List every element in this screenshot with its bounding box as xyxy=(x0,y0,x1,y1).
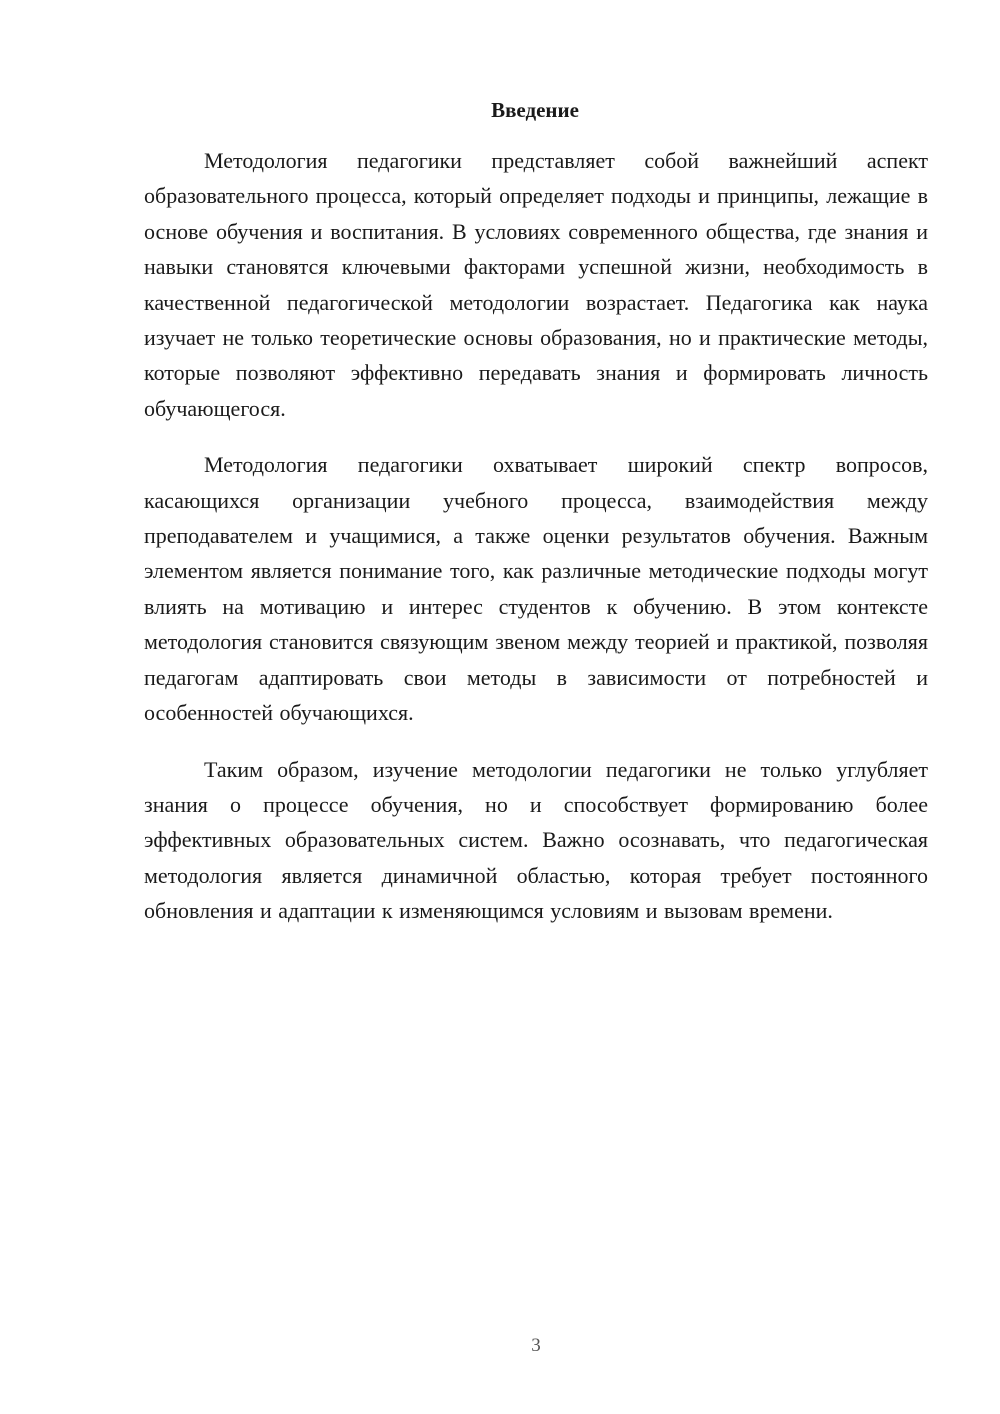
page-number: 3 xyxy=(531,1335,541,1356)
paragraph-3: Таким образом, изучение методологии педагогики не только углубляет знания о процессе обучения, но и способствует формированию более эффективных образовательных систем. Важно осознавать, что педагогическая методология является динамичной областью, которая требует постоянного обновления и адаптации к изменяющимся условиям и вызовам времени. xyxy=(144,756,928,924)
body-text xyxy=(144,143,928,950)
section-heading: Введение xyxy=(491,98,579,122)
paragraph-1: Методология педагогики представляет собой важнейший аспект образовательного процесса, который определяет подходы и принципы, лежащие в основе обучения и воспитания. В условиях современного общества, где знания и навыки становятся ключевыми факторами успешной жизни, необходимость в качественной педагогической методологии возрастает. Педагогика как наука изучает не только теоретические основы образования, но и практические методы, которые позволяют эффективно передавать знания и формировать личность обучающегося. xyxy=(144,148,928,421)
paragraph-2: Методология педагогики охватывает широкий спектр вопросов, касающихся организации учебного процесса, взаимодействия между преподавателем и учащимися, а также оценки результатов обучения. Важным элементом является понимание того, как различные методические подходы могут влиять на мотивацию и интерес студентов к обучению. В этом контексте методология становится связующим звеном между теорией и практикой, позволяя педагогам адаптировать свои методы в зависимости от потребностей и особенностей обучающихся. xyxy=(144,452,928,726)
